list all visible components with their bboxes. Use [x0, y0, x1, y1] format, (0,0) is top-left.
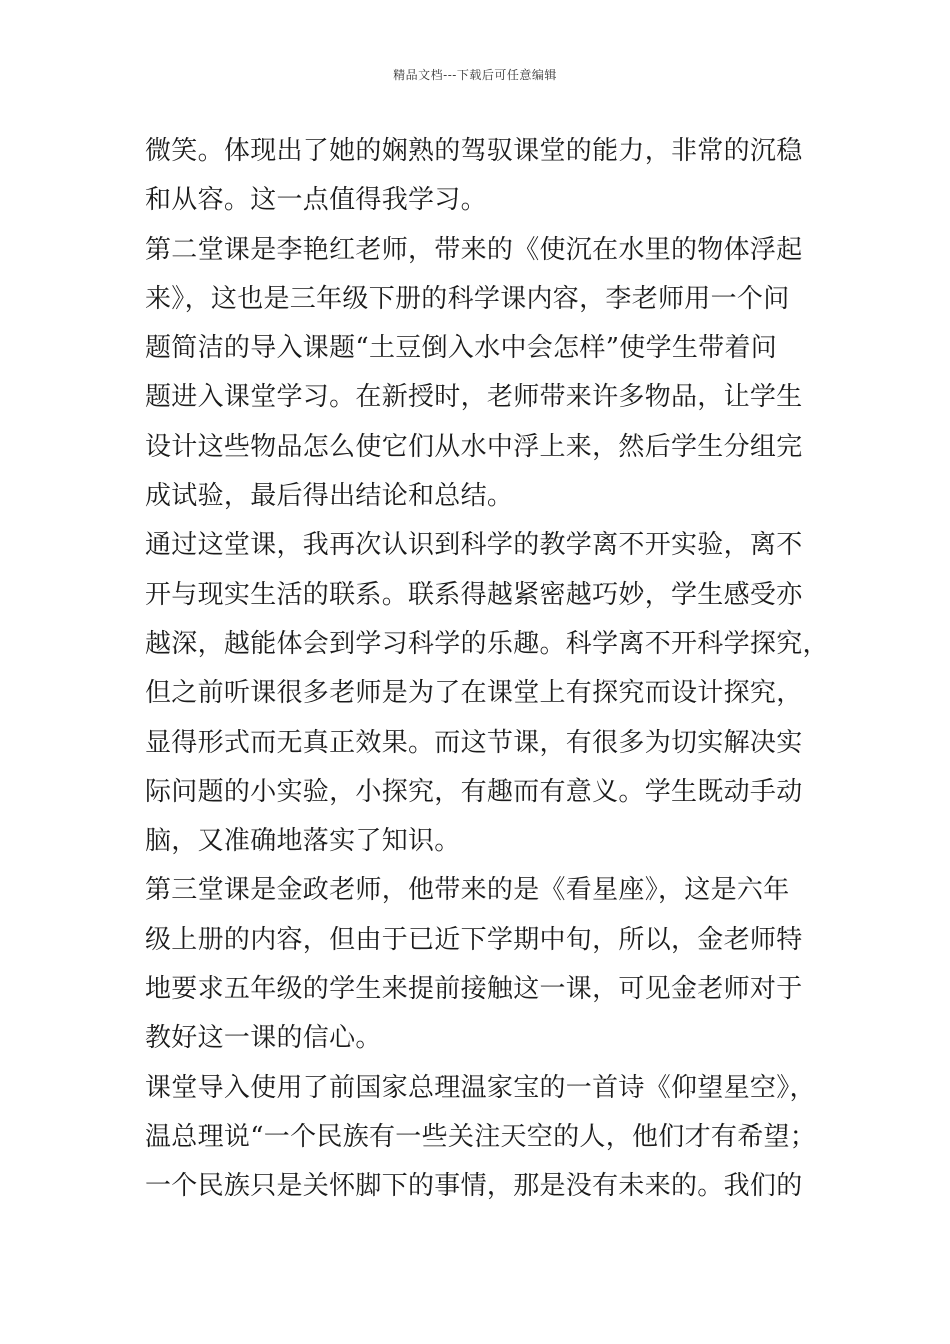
- text-line: 教好这一课的信心。: [145, 1023, 382, 1054]
- text-line: 来》，这也是三年级下册的科学课内容，李老师用一个问: [145, 283, 790, 314]
- text-line: 课堂导入使用了前国家总理温家宝的一首诗《仰望星空》，: [145, 1072, 816, 1103]
- text-line: 开与现实生活的联系。联系得越紧密越巧妙，学生感受亦: [145, 579, 803, 610]
- text-line: 题简洁的导入课题“土豆倒入水中会怎样”使学生带着问: [145, 333, 778, 364]
- text-line: 级上册的内容，但由于已近下学期中旬，所以，金老师特: [145, 924, 803, 955]
- text-line: 通过这堂课，我再次认识到科学的教学离不开实验，离不: [145, 530, 803, 561]
- page-header: 精品文档---下载后可任意编辑: [393, 68, 557, 82]
- text-line: 成试验，最后得出结论和总结。: [145, 481, 514, 512]
- text-line: 地要求五年级的学生来提前接触这一课，可见金老师对于: [145, 974, 803, 1005]
- text-line: 和从容。这一点值得我学习。: [145, 185, 487, 216]
- text-line: 越深，越能体会到学习科学的乐趣。科学离不开科学探究，: [145, 628, 829, 659]
- text-line: 一个民族只是关怀脚下的事情，那是没有未来的。我们的: [145, 1171, 803, 1202]
- text-line: 脑，又准确地落实了知识。: [145, 826, 461, 857]
- text-line: 第三堂课是金政老师，他带来的是《看星座》，这是六年: [145, 875, 790, 906]
- text-line: 设计这些物品怎么使它们从水中浮上来，然后学生分组完: [145, 431, 803, 462]
- text-line: 但之前听课很多老师是为了在课堂上有探究而设计探究，: [145, 678, 803, 709]
- text-line: 温总理说“一个民族有一些关注天空的人，他们才有希望；: [145, 1121, 817, 1152]
- text-line: 题进入课堂学习。在新授时，老师带来许多物品，让学生: [145, 382, 803, 413]
- document-body: [145, 127, 829, 1212]
- text-line: 显得形式而无真正效果。而这节课，有很多为切实解决实: [145, 727, 803, 758]
- text-line: 第二堂课是李艳红老师，带来的《使沉在水里的物体浮起: [145, 234, 803, 265]
- text-line: 微笑。体现出了她的娴熟的驾驭课堂的能力，非常的沉稳: [145, 136, 803, 166]
- text-line: 际问题的小实验，小探究，有趣而有意义。学生既动手动: [145, 776, 803, 807]
